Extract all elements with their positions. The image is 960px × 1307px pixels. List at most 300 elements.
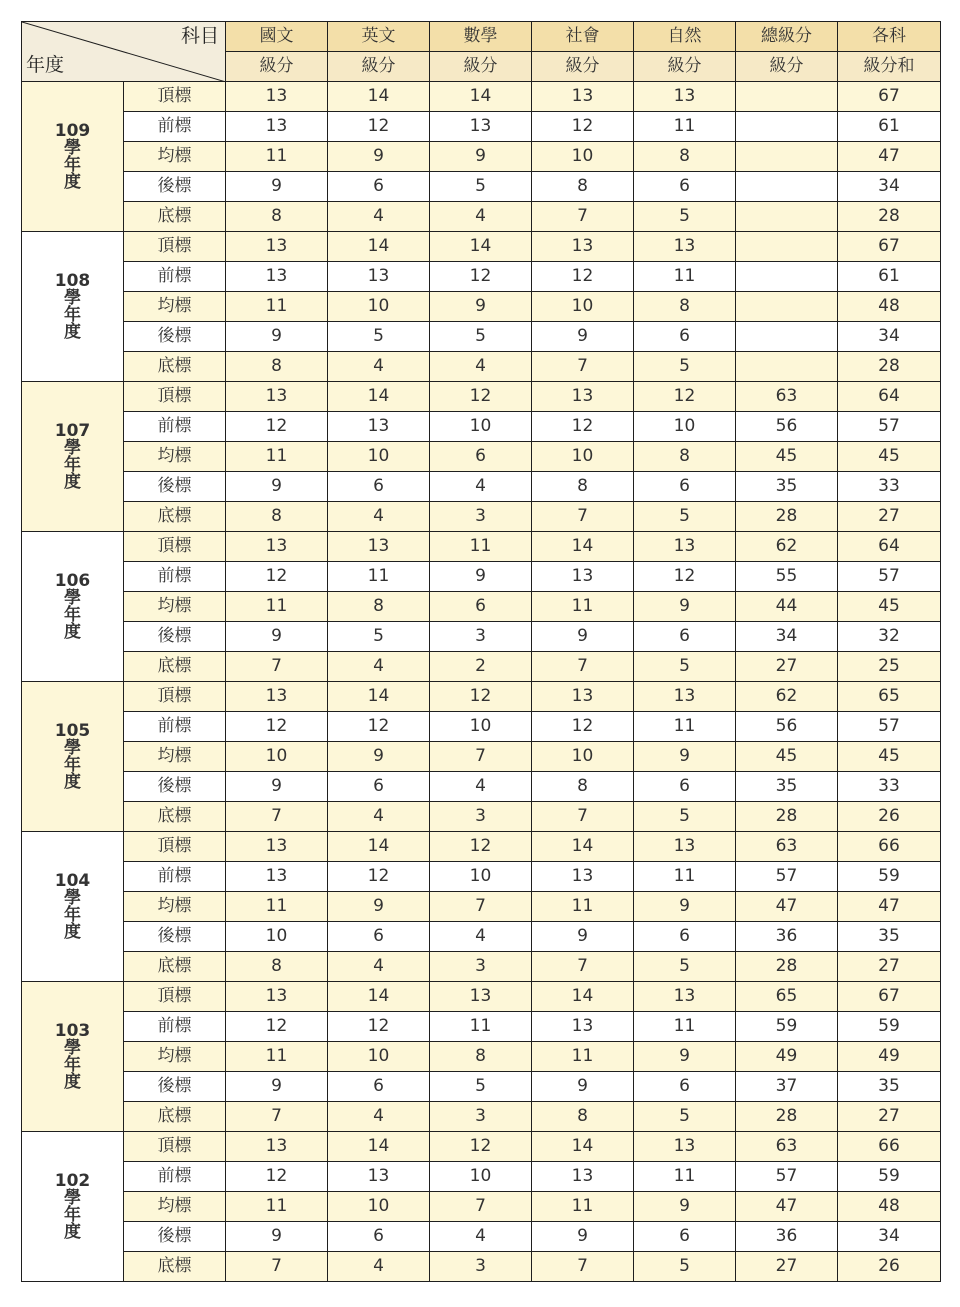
year-suffix-char: 學 xyxy=(64,287,81,308)
score-cell: 11 xyxy=(226,292,328,322)
score-cell: 10 xyxy=(328,292,430,322)
score-cell: 45 xyxy=(736,742,838,772)
score-cell: 47 xyxy=(736,1192,838,1222)
score-cell: 27 xyxy=(838,952,941,982)
score-cell: 4 xyxy=(430,1222,532,1252)
band-label: 後標 xyxy=(124,622,226,652)
score-cell: 8 xyxy=(532,172,634,202)
subject-header: 英文 xyxy=(328,22,430,52)
year-number: 102 xyxy=(54,1170,91,1191)
band-label: 前標 xyxy=(124,262,226,292)
unit-header: 級分 xyxy=(532,52,634,82)
score-cell: 28 xyxy=(736,502,838,532)
unit-header: 級分和 xyxy=(838,52,941,82)
band-label: 均標 xyxy=(124,292,226,322)
score-cell: 14 xyxy=(328,832,430,862)
table-row xyxy=(22,802,941,832)
band-label: 前標 xyxy=(124,712,226,742)
score-cell xyxy=(736,292,838,322)
score-cell: 14 xyxy=(328,82,430,112)
score-cell: 28 xyxy=(838,352,941,382)
year-suffix-char: 度 xyxy=(64,771,81,792)
year-suffix-char: 年 xyxy=(64,454,81,475)
year-cell xyxy=(22,832,124,982)
score-cell: 28 xyxy=(736,1102,838,1132)
score-cell: 4 xyxy=(430,352,532,382)
score-cell: 11 xyxy=(532,1192,634,1222)
score-cell: 8 xyxy=(634,142,736,172)
year-suffix-char: 年 xyxy=(64,904,81,925)
score-cell: 13 xyxy=(634,532,736,562)
score-cell: 35 xyxy=(736,472,838,502)
score-cell: 10 xyxy=(226,922,328,952)
score-cell: 6 xyxy=(634,322,736,352)
year-cell xyxy=(22,532,124,682)
score-cell: 13 xyxy=(634,82,736,112)
score-cell: 12 xyxy=(328,1012,430,1042)
score-cell: 8 xyxy=(226,952,328,982)
score-cell: 7 xyxy=(226,1102,328,1132)
score-cell: 4 xyxy=(328,352,430,382)
band-label: 前標 xyxy=(124,562,226,592)
score-cell: 13 xyxy=(634,232,736,262)
band-label: 均標 xyxy=(124,892,226,922)
table-row xyxy=(22,712,941,742)
score-cell: 9 xyxy=(226,1222,328,1252)
score-cell: 13 xyxy=(430,112,532,142)
band-label: 後標 xyxy=(124,1072,226,1102)
score-cell: 34 xyxy=(736,622,838,652)
score-cell: 8 xyxy=(532,472,634,502)
band-label: 底標 xyxy=(124,1102,226,1132)
score-cell: 63 xyxy=(736,382,838,412)
score-cell: 57 xyxy=(838,412,941,442)
table-row xyxy=(22,1072,941,1102)
band-label: 前標 xyxy=(124,1162,226,1192)
score-cell: 8 xyxy=(226,352,328,382)
score-cell: 13 xyxy=(328,1162,430,1192)
corner-header xyxy=(22,22,226,82)
score-cell: 11 xyxy=(226,1192,328,1222)
table-row xyxy=(22,1102,941,1132)
score-cell: 10 xyxy=(532,442,634,472)
score-cell: 7 xyxy=(532,202,634,232)
score-cell: 14 xyxy=(328,682,430,712)
score-cell: 57 xyxy=(838,712,941,742)
score-cell: 45 xyxy=(838,592,941,622)
score-cell: 13 xyxy=(328,262,430,292)
score-cell: 14 xyxy=(532,832,634,862)
score-cell: 47 xyxy=(838,142,941,172)
score-cell: 37 xyxy=(736,1072,838,1102)
score-cell: 6 xyxy=(634,472,736,502)
table-row xyxy=(22,472,941,502)
score-cell: 2 xyxy=(430,652,532,682)
score-cell: 62 xyxy=(736,532,838,562)
table-row xyxy=(22,682,941,712)
score-cell: 11 xyxy=(226,592,328,622)
score-cell: 10 xyxy=(328,1192,430,1222)
year-suffix-char: 學 xyxy=(64,1187,81,1208)
year-number: 106 xyxy=(54,570,91,591)
score-cell: 6 xyxy=(328,172,430,202)
score-cell: 7 xyxy=(226,1252,328,1282)
band-label: 後標 xyxy=(124,472,226,502)
score-cell: 9 xyxy=(430,292,532,322)
score-cell: 11 xyxy=(328,562,430,592)
score-cell: 13 xyxy=(634,1132,736,1162)
score-cell: 11 xyxy=(226,1042,328,1072)
score-cell: 9 xyxy=(430,142,532,172)
table-row xyxy=(22,1192,941,1222)
score-cell: 11 xyxy=(430,1012,532,1042)
band-label: 底標 xyxy=(124,802,226,832)
score-cell: 12 xyxy=(430,1132,532,1162)
score-cell: 5 xyxy=(634,952,736,982)
score-table-sheet xyxy=(21,21,941,1282)
score-cell: 13 xyxy=(532,232,634,262)
score-cell: 12 xyxy=(430,382,532,412)
score-cell: 61 xyxy=(838,262,941,292)
score-cell: 13 xyxy=(226,532,328,562)
score-cell: 7 xyxy=(532,1252,634,1282)
year-suffix-char: 度 xyxy=(64,171,81,192)
table-row xyxy=(22,1132,941,1162)
score-cell: 9 xyxy=(328,742,430,772)
score-cell: 6 xyxy=(328,922,430,952)
score-cell: 45 xyxy=(838,442,941,472)
score-cell: 11 xyxy=(532,1042,634,1072)
score-cell: 10 xyxy=(430,1162,532,1192)
score-cell: 14 xyxy=(430,232,532,262)
score-cell: 63 xyxy=(736,1132,838,1162)
score-cell: 9 xyxy=(634,592,736,622)
score-cell: 3 xyxy=(430,502,532,532)
score-cell: 11 xyxy=(634,712,736,742)
score-cell: 13 xyxy=(226,982,328,1012)
table-row xyxy=(22,652,941,682)
year-suffix-char: 學 xyxy=(64,1037,81,1058)
table-row xyxy=(22,532,941,562)
year-cell xyxy=(22,82,124,232)
score-cell: 8 xyxy=(532,1102,634,1132)
subject-header: 數學 xyxy=(430,22,532,52)
score-cell: 34 xyxy=(838,1222,941,1252)
score-cell: 8 xyxy=(634,442,736,472)
score-cell: 6 xyxy=(634,772,736,802)
score-cell: 7 xyxy=(532,352,634,382)
score-cell: 4 xyxy=(328,1102,430,1132)
score-cell: 6 xyxy=(634,622,736,652)
score-cell: 9 xyxy=(532,922,634,952)
score-cell: 57 xyxy=(736,1162,838,1192)
score-cell: 7 xyxy=(226,802,328,832)
score-cell: 13 xyxy=(532,1012,634,1042)
score-cell: 11 xyxy=(634,112,736,142)
score-cell: 9 xyxy=(430,562,532,592)
subject-header: 社會 xyxy=(532,22,634,52)
score-cell: 7 xyxy=(430,742,532,772)
score-cell: 5 xyxy=(634,502,736,532)
score-cell: 12 xyxy=(634,382,736,412)
band-label: 頂標 xyxy=(124,1132,226,1162)
score-cell: 12 xyxy=(226,1012,328,1042)
year-suffix-char: 年 xyxy=(64,154,81,175)
band-label: 底標 xyxy=(124,202,226,232)
band-label: 前標 xyxy=(124,862,226,892)
score-cell: 9 xyxy=(634,742,736,772)
score-cell: 26 xyxy=(838,1252,941,1282)
score-cell: 64 xyxy=(838,532,941,562)
band-label: 後標 xyxy=(124,322,226,352)
score-cell: 14 xyxy=(328,1132,430,1162)
year-number: 104 xyxy=(54,870,91,891)
score-cell: 10 xyxy=(430,862,532,892)
score-cell: 10 xyxy=(532,292,634,322)
score-cell: 5 xyxy=(328,322,430,352)
score-cell: 11 xyxy=(226,142,328,172)
score-cell: 59 xyxy=(838,1162,941,1192)
subject-header: 各科 xyxy=(838,22,941,52)
table-row xyxy=(22,592,941,622)
score-cell: 55 xyxy=(736,562,838,592)
year-suffix-char: 學 xyxy=(64,437,81,458)
score-cell: 9 xyxy=(634,1042,736,1072)
score-cell: 14 xyxy=(328,232,430,262)
table-row xyxy=(22,1252,941,1282)
score-cell: 59 xyxy=(838,862,941,892)
score-cell: 32 xyxy=(838,622,941,652)
score-cell: 62 xyxy=(736,682,838,712)
score-cell: 14 xyxy=(532,532,634,562)
score-cell: 6 xyxy=(430,442,532,472)
score-cell: 33 xyxy=(838,472,941,502)
score-cell: 6 xyxy=(328,1222,430,1252)
score-cell xyxy=(736,322,838,352)
score-cell: 7 xyxy=(430,1192,532,1222)
score-cell: 5 xyxy=(634,802,736,832)
band-label: 均標 xyxy=(124,442,226,472)
unit-header: 級分 xyxy=(634,52,736,82)
table-row xyxy=(22,82,941,112)
score-cell: 5 xyxy=(634,1102,736,1132)
score-cell: 34 xyxy=(838,322,941,352)
score-cell: 9 xyxy=(226,472,328,502)
score-cell: 6 xyxy=(328,1072,430,1102)
score-cell: 10 xyxy=(328,1042,430,1072)
score-cell: 13 xyxy=(226,112,328,142)
score-cell: 59 xyxy=(736,1012,838,1042)
band-label: 頂標 xyxy=(124,82,226,112)
score-cell: 9 xyxy=(328,892,430,922)
score-cell: 7 xyxy=(226,652,328,682)
score-cell: 59 xyxy=(838,1012,941,1042)
score-cell: 7 xyxy=(532,652,634,682)
table-row xyxy=(22,202,941,232)
score-cell: 11 xyxy=(226,892,328,922)
band-label: 底標 xyxy=(124,502,226,532)
score-cell: 63 xyxy=(736,832,838,862)
score-cell: 13 xyxy=(226,262,328,292)
year-cell xyxy=(22,1132,124,1282)
year-number: 109 xyxy=(54,120,91,141)
score-cell: 9 xyxy=(226,622,328,652)
score-cell: 14 xyxy=(532,982,634,1012)
score-cell: 14 xyxy=(430,82,532,112)
year-number: 108 xyxy=(54,270,91,291)
table-row xyxy=(22,412,941,442)
score-cell: 13 xyxy=(226,862,328,892)
score-cell: 49 xyxy=(838,1042,941,1072)
band-label: 前標 xyxy=(124,112,226,142)
table-row xyxy=(22,292,941,322)
band-label: 頂標 xyxy=(124,832,226,862)
band-label: 頂標 xyxy=(124,532,226,562)
table-row xyxy=(22,1012,941,1042)
score-cell: 8 xyxy=(328,592,430,622)
score-cell: 13 xyxy=(634,982,736,1012)
score-cell: 9 xyxy=(328,142,430,172)
score-cell: 67 xyxy=(838,982,941,1012)
score-cell: 12 xyxy=(634,562,736,592)
score-cell: 35 xyxy=(838,922,941,952)
score-cell: 49 xyxy=(736,1042,838,1072)
unit-header: 級分 xyxy=(736,52,838,82)
band-label: 頂標 xyxy=(124,682,226,712)
score-cell: 4 xyxy=(328,1252,430,1282)
year-cell xyxy=(22,982,124,1132)
score-cell xyxy=(736,82,838,112)
band-label: 均標 xyxy=(124,742,226,772)
band-label: 後標 xyxy=(124,172,226,202)
score-cell: 9 xyxy=(532,622,634,652)
band-label: 頂標 xyxy=(124,232,226,262)
score-table-body xyxy=(22,82,941,1282)
year-suffix-char: 度 xyxy=(64,1221,81,1242)
score-cell: 67 xyxy=(838,232,941,262)
score-cell: 34 xyxy=(838,172,941,202)
band-label: 底標 xyxy=(124,1252,226,1282)
score-cell: 47 xyxy=(736,892,838,922)
score-cell: 13 xyxy=(634,682,736,712)
score-cell: 13 xyxy=(532,682,634,712)
score-cell: 11 xyxy=(634,1012,736,1042)
score-cell: 14 xyxy=(328,382,430,412)
score-cell: 5 xyxy=(634,202,736,232)
score-cell: 28 xyxy=(838,202,941,232)
score-cell: 12 xyxy=(532,412,634,442)
unit-header: 級分 xyxy=(328,52,430,82)
year-suffix-char: 年 xyxy=(64,604,81,625)
score-cell: 13 xyxy=(226,232,328,262)
band-label: 頂標 xyxy=(124,382,226,412)
score-cell: 13 xyxy=(328,532,430,562)
score-cell: 12 xyxy=(328,112,430,142)
year-cell xyxy=(22,382,124,532)
year-suffix-char: 度 xyxy=(64,471,81,492)
score-cell: 3 xyxy=(430,952,532,982)
table-row xyxy=(22,112,941,142)
score-cell: 67 xyxy=(838,82,941,112)
score-cell: 4 xyxy=(328,202,430,232)
score-cell: 64 xyxy=(838,382,941,412)
table-row xyxy=(22,1042,941,1072)
score-cell: 4 xyxy=(430,202,532,232)
table-row xyxy=(22,982,941,1012)
score-cell: 12 xyxy=(328,712,430,742)
score-cell: 11 xyxy=(532,592,634,622)
unit-header: 級分 xyxy=(226,52,328,82)
year-suffix-char: 學 xyxy=(64,887,81,908)
score-cell: 6 xyxy=(328,472,430,502)
score-cell: 56 xyxy=(736,712,838,742)
year-suffix-char: 度 xyxy=(64,1071,81,1092)
score-cell: 6 xyxy=(634,1222,736,1252)
score-cell: 26 xyxy=(838,802,941,832)
score-cell: 7 xyxy=(532,802,634,832)
score-cell xyxy=(736,352,838,382)
score-cell: 6 xyxy=(328,772,430,802)
score-cell: 11 xyxy=(634,262,736,292)
score-cell xyxy=(736,202,838,232)
score-cell: 11 xyxy=(226,442,328,472)
score-cell: 5 xyxy=(430,322,532,352)
score-cell: 12 xyxy=(430,682,532,712)
table-row xyxy=(22,502,941,532)
score-cell: 13 xyxy=(532,862,634,892)
score-cell: 4 xyxy=(430,922,532,952)
score-cell: 10 xyxy=(328,442,430,472)
year-cell xyxy=(22,682,124,832)
score-cell: 5 xyxy=(634,352,736,382)
score-cell: 9 xyxy=(226,772,328,802)
header-row-subjects xyxy=(22,22,941,52)
score-cell: 8 xyxy=(430,1042,532,1072)
score-cell: 12 xyxy=(226,562,328,592)
table-row xyxy=(22,952,941,982)
score-cell: 10 xyxy=(532,142,634,172)
score-cell: 57 xyxy=(736,862,838,892)
table-row xyxy=(22,772,941,802)
band-label: 底標 xyxy=(124,352,226,382)
score-cell: 8 xyxy=(532,772,634,802)
score-cell: 13 xyxy=(634,832,736,862)
score-cell xyxy=(736,232,838,262)
score-cell: 13 xyxy=(532,82,634,112)
score-cell: 10 xyxy=(430,712,532,742)
band-label: 均標 xyxy=(124,1192,226,1222)
subject-header: 總級分 xyxy=(736,22,838,52)
score-cell: 4 xyxy=(328,952,430,982)
score-cell: 47 xyxy=(838,892,941,922)
score-cell: 7 xyxy=(430,892,532,922)
table-row xyxy=(22,322,941,352)
score-cell: 10 xyxy=(532,742,634,772)
score-cell: 44 xyxy=(736,592,838,622)
score-cell: 7 xyxy=(532,502,634,532)
table-row xyxy=(22,922,941,952)
band-label: 均標 xyxy=(124,1042,226,1072)
score-cell: 3 xyxy=(430,622,532,652)
band-label: 後標 xyxy=(124,1222,226,1252)
score-cell: 48 xyxy=(838,1192,941,1222)
year-cell xyxy=(22,232,124,382)
score-cell: 35 xyxy=(838,1072,941,1102)
score-cell: 35 xyxy=(736,772,838,802)
score-cell: 45 xyxy=(736,442,838,472)
band-label: 均標 xyxy=(124,592,226,622)
year-suffix-char: 學 xyxy=(64,137,81,158)
